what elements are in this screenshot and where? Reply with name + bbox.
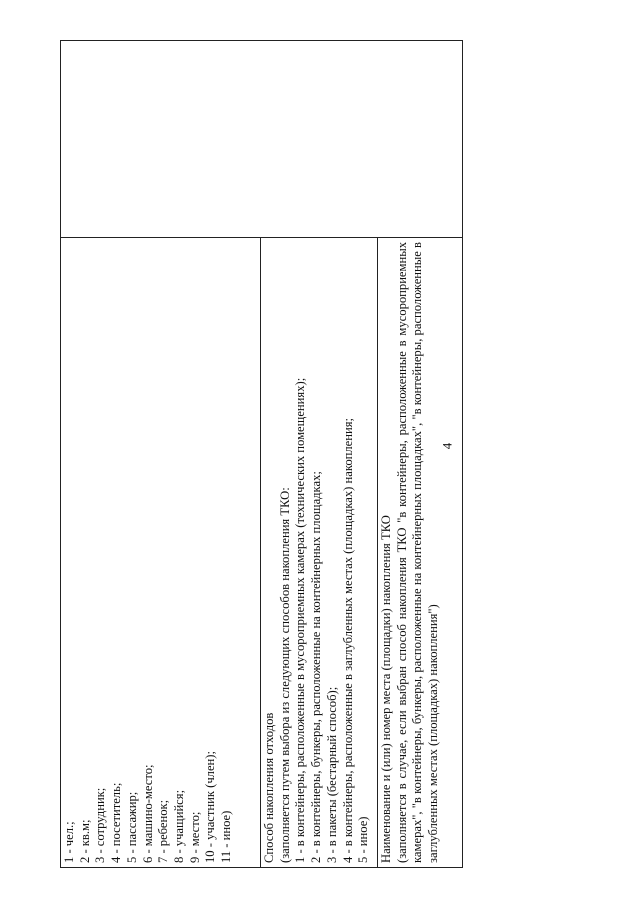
method-line: 3 - в пакеты (бестарный способ); <box>324 686 339 863</box>
method-heading: Способ накопления отходов <box>262 712 276 863</box>
rotated-document-page <box>60 40 463 868</box>
waste-accumulation-table <box>60 40 463 868</box>
method-line: (заполняется путем выбора из следующих способов накопления ТКО: <box>277 487 292 863</box>
units-cell <box>61 238 260 867</box>
accumulation-place-cell <box>377 238 462 867</box>
place-description: (заполняется в случае, если выбран способ накопления ТКО "в контейнеры, расположенные в мусороприемных камерах", "в контейнеры, бункеры, расположенные на контейнерных площадках", "в контейнеры, расположенные в заглубленных местах (площадках) накопления") <box>394 242 441 863</box>
method-line: 4 - в контейнеры, расположенные в заглубленных местах (площадках) накопления; <box>340 418 355 863</box>
method-line: 2 - в контейнеры, бункеры, расположенные на контейнерных площадках; <box>309 471 324 863</box>
unit-line: 4 - посетитель; <box>109 782 124 863</box>
unit-line: 3 - сотрудник; <box>93 787 108 863</box>
unit-line: 5 - пассажир; <box>124 791 139 863</box>
unit-line: 7 - ребенок; <box>156 799 171 863</box>
method-line: 1 - в контейнеры, расположенные в мусороприемных камерах (технических помещениях); <box>293 377 308 863</box>
page-number: 4 <box>439 442 455 450</box>
unit-line: 2 - кв.м; <box>77 819 92 863</box>
unit-line: 8 - учащийся; <box>171 789 186 863</box>
place-heading: Наименование и (или) номер места (площадки) накопления ТКО <box>379 515 393 863</box>
unit-line: 6 - машино-место; <box>140 764 155 863</box>
unit-line: 11 - иное) <box>219 810 234 863</box>
accumulation-method-cell <box>260 238 377 867</box>
unit-line: 1 - чел.; <box>62 821 76 863</box>
table-right-column <box>61 41 462 237</box>
method-line: 5 - иное) <box>356 816 371 863</box>
table-left-column <box>61 237 462 867</box>
unit-line: 9 - место; <box>187 811 202 863</box>
unit-line: 10 - участник (член); <box>203 751 218 863</box>
